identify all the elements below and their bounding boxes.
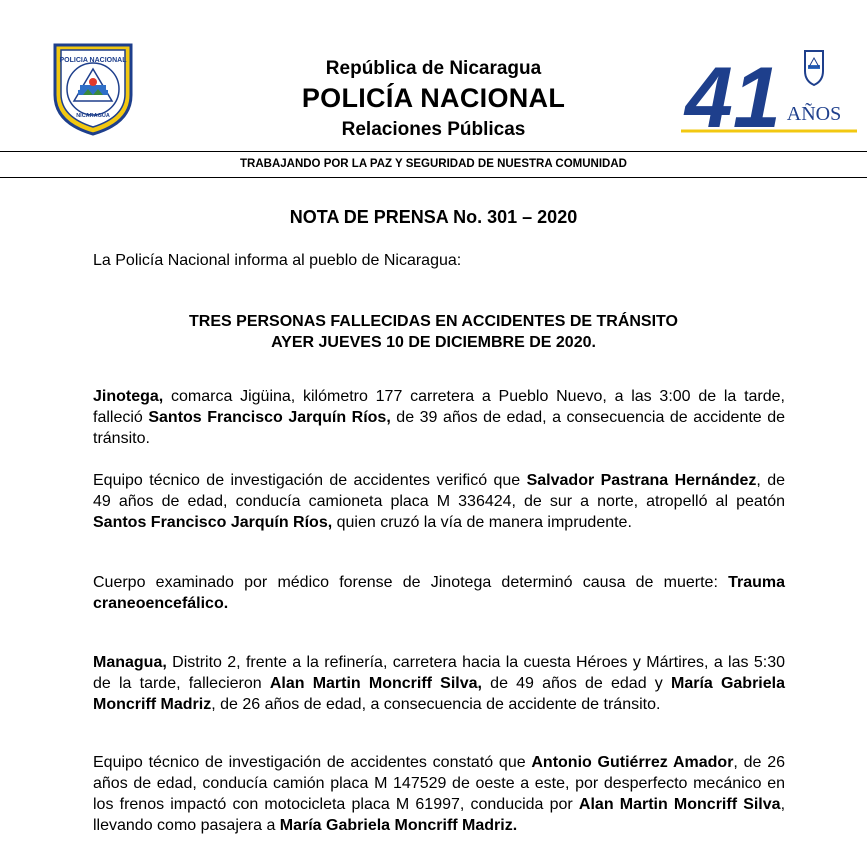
person-name: Salvador Pastrana Hernández (526, 472, 757, 489)
header-rule-bottom (0, 177, 867, 178)
anniversary-label: AÑOS (786, 103, 842, 125)
text: , de 26 años de edad, conducía camión placa M 147529 de oeste a este, por desperfecto mecánico en los frenos impactó con motocicleta placa M 61997, conducida por (93, 754, 785, 813)
person-name: Santos Francisco Jarquín Ríos, (148, 409, 391, 426)
intro-text: La Policía Nacional informa al pueblo de Nicaragua: (93, 252, 462, 269)
badge-top-text: POLICIA NACIONAL (59, 57, 127, 64)
header-rule-top (0, 151, 867, 152)
place-name: Managua, (93, 654, 167, 671)
anniversary-number: 41 (685, 50, 781, 135)
text: de 39 años de edad, a consecuencia de accidente de tránsito. (93, 409, 786, 447)
text: Distrito 2, frente a la refinería, carretera hacia la cuesta Héroes y Mártires, a las 5:30 de la tarde, fallecieron (93, 654, 785, 692)
text: Equipo técnico de investigación de accidentes verificó que (93, 472, 527, 489)
paragraph-5 (93, 752, 785, 836)
person-name: María Gabriela Moncriff Madriz. (279, 817, 518, 834)
badge-bottom-text: NICARAGUA (76, 113, 110, 119)
cause-of-death: Trauma craneoencefálico. (93, 574, 785, 612)
text: de 49 años de edad y (481, 675, 671, 692)
text: quien cruzó la vía de manera imprudente. (332, 514, 632, 531)
person-name: Alan Martin Moncriff Silva (578, 796, 781, 813)
country-name: República de Nicaragua (325, 58, 542, 79)
headline (0, 311, 867, 353)
paragraph-3 (93, 572, 785, 614)
anniversary-logo (677, 45, 859, 135)
paragraph-4 (93, 652, 785, 715)
text: Cuerpo examinado por médico forense de Jinotega determinó causa de muerte: (93, 574, 729, 591)
person-name: Santos Francisco Jarquín Ríos, (93, 514, 333, 531)
headline-line-1: TRES PERSONAS FALLECIDAS EN ACCIDENTES DE TRÁNSITO (189, 313, 678, 330)
person-name: Alan Martin Moncriff Silva, (269, 675, 482, 692)
text: , llevando como pasajera a (93, 796, 786, 834)
press-note-title: NOTA DE PRENSA No. 301 – 2020 (289, 207, 578, 227)
text: Equipo técnico de investigación de accidentes constató que (93, 754, 532, 771)
department-name: Relaciones Públicas (341, 119, 526, 140)
institution-name: POLICÍA NACIONAL (301, 83, 566, 113)
text: comarca Jigüina, kilómetro 177 carretera a Pueblo Nuevo, a las 3:00 de la tarde, falleció (93, 388, 785, 426)
paragraph-2 (93, 470, 785, 533)
motto: TRABAJANDO POR LA PAZ Y SEGURIDAD DE NUESTRA COMUNIDAD (240, 158, 627, 170)
paragraph-1 (93, 386, 785, 449)
person-name: Antonio Gutiérrez Amador (531, 754, 734, 771)
headline-line-2: AYER JUEVES 10 DE DICIEMBRE DE 2020. (271, 334, 596, 351)
person-name: María Gabriela Moncriff Madriz (93, 675, 785, 713)
text: , de 49 años de edad, conducía camioneta placa M 336424, de sur a norte, atropelló al peatón (93, 472, 786, 510)
text: , de 26 años de edad, a consecuencia de accidente de tránsito. (211, 696, 661, 713)
place-name: Jinotega, (93, 388, 164, 405)
